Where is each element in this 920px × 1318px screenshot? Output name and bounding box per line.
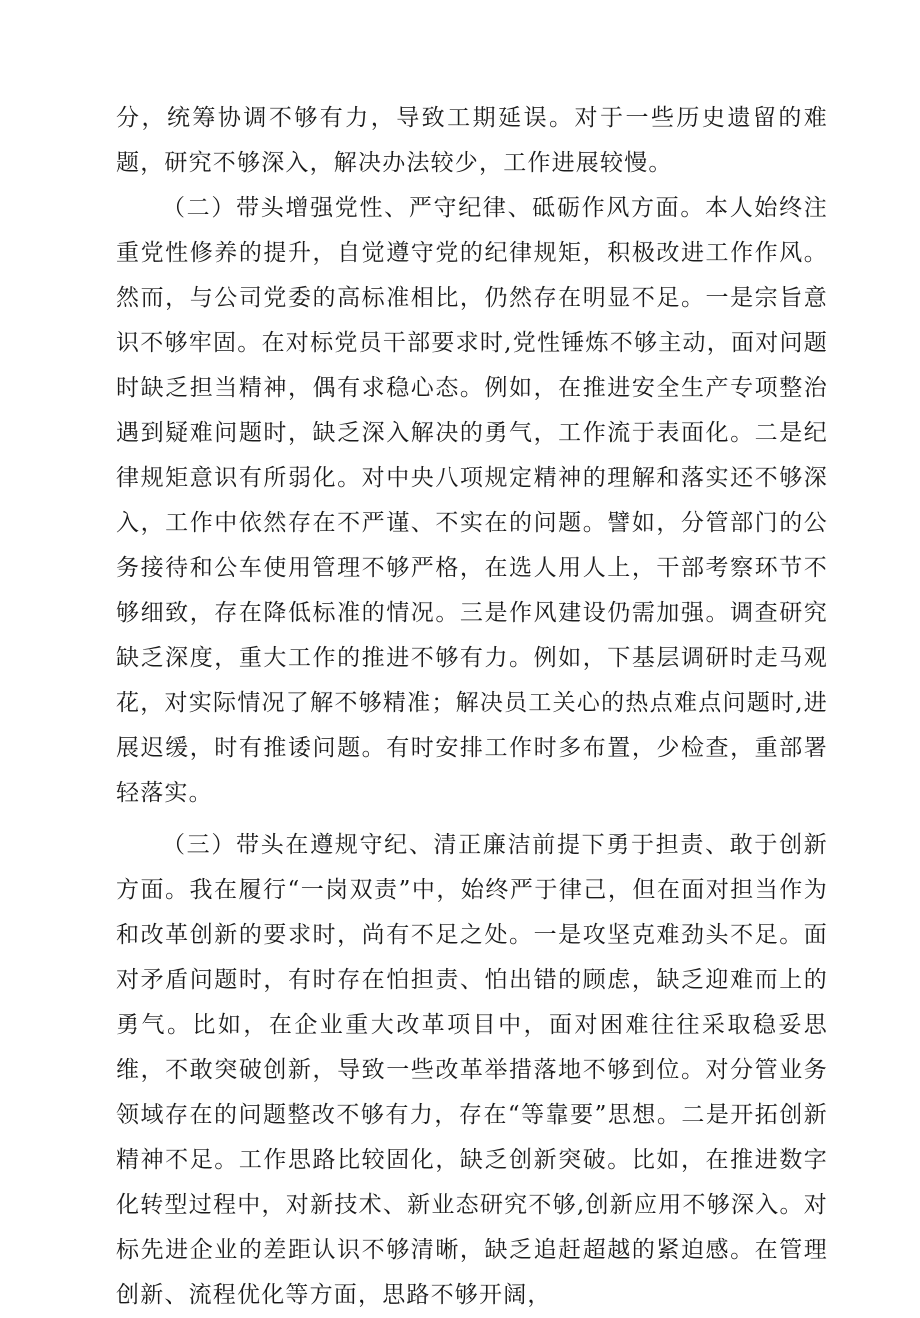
paragraph-section-two: （二）带头增强党性、严守纪律、砥砺作风方面。本人始终注重党性修养的提升，自觉遵守党的纪律规矩，积极改进工作作风。然而，与公司党委的高标准相比，仍然存在明显不足。一是宗旨意识不够牢固。在对标党员干部要求时,党性锤炼不够主动，面对问题时缺乏担当精神，偶有求稳心态。例如，在推进安全生产专项整治遇到疑难问题时，缺乏深入解决的勇气，工作流于表面化。二是纪律规矩意识有所弱化。对中央八项规定精神的理解和落实还不够深入，工作中依然存在不严谨、不实在的问题。譬如，分管部门的公务接待和公车使用管理不够严格，在选人用人上，干部考察环节不够细致，存在降低标准的情况。三是作风建设仍需加强。调查研究缺乏深度，重大工作的推进不够有力。例如，下基层调研时走马观花，对实际情况了解不够精准；解决员工关心的热点难点问题时,进展迟缓，时有推诿问题。有时安排工作时多布置，少检查，重部署轻落实。 — [116, 195, 828, 806]
paragraph-continuation: 分，统筹协调不够有力，导致工期延误。对于一些历史遗留的难题，研究不够深入，解决办法较少，工作进展较慢。 — [116, 105, 828, 176]
paragraph-section-three: （三）带头在遵规守纪、清正廉洁前提下勇于担责、敢于创新方面。我在履行“一岗双责”中，始终严于律己，但在面对担当作为和改革创新的要求时，尚有不足之处。一是攻坚克难劲头不足。面对矛盾问题时，有时存在怕担责、怕出错的顾虑，缺乏迎难而上的勇气。比如，在企业重大改革项目中，面对困难往往采取稳妥思维，不敢突破创新，导致一些改革举措落地不够到位。对分管业务领域存在的问题整改不够有力，存在“等靠要”思想。二是开拓创新精神不足。工作思路比较固化，缺乏创新突破。比如，在推进数字化转型过程中，对新技术、新业态研究不够,创新应用不够深入。对标先进企业的差距认识不够清晰，缺乏追赶超越的紧迫感。在管理创新、流程优化等方面，思路不够开阔， — [116, 832, 828, 1308]
document-body — [116, 96, 828, 1318]
